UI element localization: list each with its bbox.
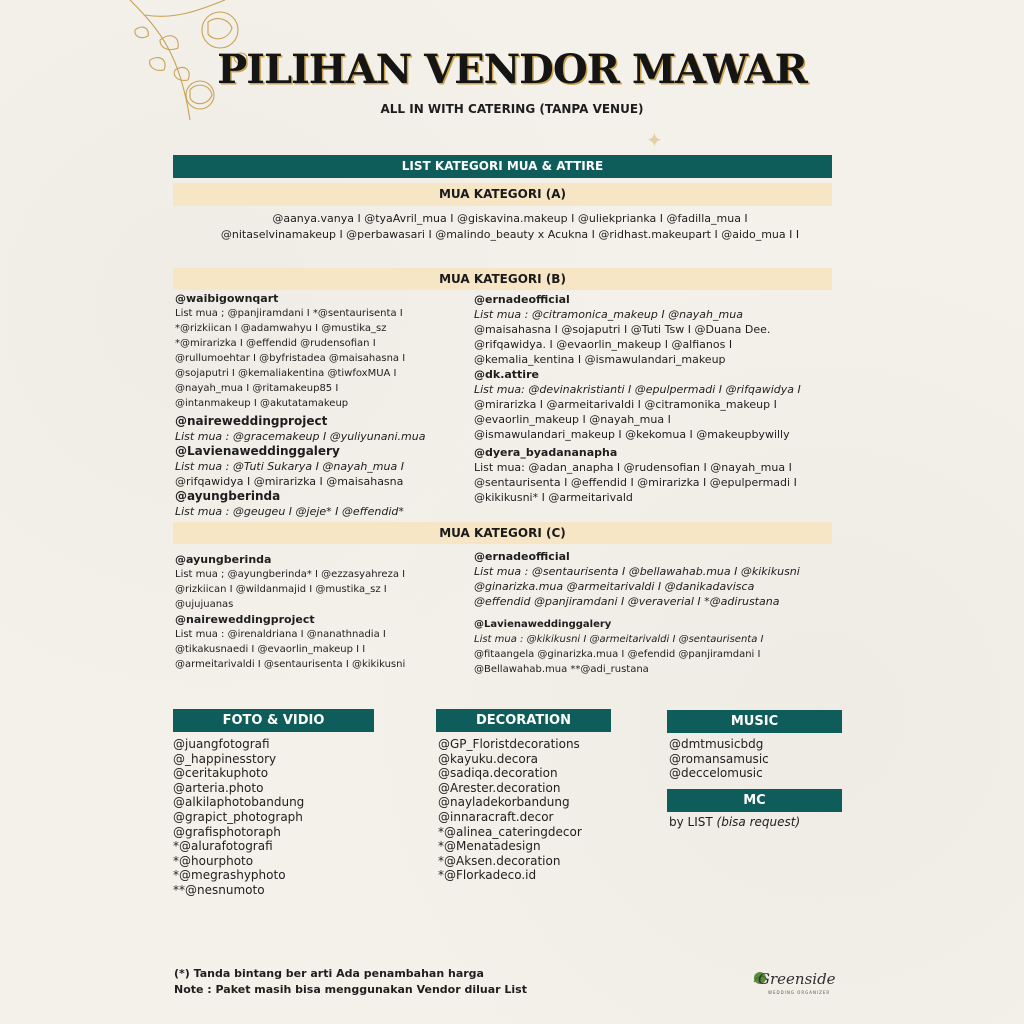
list-item: @grafisphotoraph — [173, 824, 281, 839]
mua-list-line: @kikikusni* I @armeitarivald — [474, 491, 633, 504]
vendor-name: @dyera_byadananapha — [474, 446, 618, 459]
mua-list-line: @sojaputri I @kemaliakentina @tiwfoxMUA I — [175, 368, 397, 379]
list-item: *@megrashyphoto — [173, 868, 286, 883]
mua-b-header: MUA KATEGORI (B) — [173, 268, 832, 290]
list-item: **@nesnumoto — [173, 882, 265, 897]
mua-list-line: @rifqawidya I @mirarizka I @maisahasna — [175, 475, 404, 488]
vendor-name: @Lavienaweddinggalery — [175, 444, 340, 458]
mua-list-line: List mua: @adan_anapha I @rudensofian I @nayah_mua I — [474, 461, 792, 474]
list-item: *@hourphoto — [173, 853, 254, 868]
decoration-list — [438, 737, 582, 883]
page-title: PILIHAN VENDOR MAWAR — [217, 46, 807, 93]
list-item: @kayuku.decora — [438, 751, 539, 766]
list-item: @nayladekorbandung — [438, 795, 570, 810]
list-item: @juangfotografi — [173, 737, 270, 751]
mua-list-line: List mua : @geugeu I @jeje* I @effendid* — [175, 505, 404, 518]
list-item: @arteria.photo — [173, 780, 264, 795]
list-item: *@Aksen.decoration — [438, 853, 561, 868]
mua-list-line: List mua : @kikikusni I @armeitarivaldi I @sentaurisenta I — [474, 634, 764, 645]
mua-list-line: List mua ; @panjiramdani I *@sentaurisenta I — [175, 308, 403, 319]
vendor-name: @naireweddingproject — [175, 613, 315, 626]
mua-list-line: @rifqawidya. I @evaorlin_makeup I @alfianos I — [474, 338, 733, 351]
mua-list-line: @effendid @panjiramdani I @veraverial I *@adirustana — [474, 595, 780, 608]
music-header: MUSIC — [667, 710, 842, 733]
greenside-logo-sub: WEDDING ORGANIZER — [768, 990, 831, 995]
vendor-name: @dk.attire — [474, 368, 539, 381]
mua-list-line: @maisahasna I @sojaputri I @Tuti Tsw I @Duana Dee. — [474, 323, 771, 336]
footer-note: Note : Paket masih bisa menggunakan Vendor diluar List — [174, 983, 527, 996]
vendor-name: @ayungberinda — [175, 489, 281, 503]
mua-list-line: @ujujuanas — [175, 599, 234, 610]
mua-list-line: @sentaurisenta I @effendid I @mirarizka I @epulpermadi I — [474, 476, 797, 489]
list-item: @romansamusic — [669, 751, 769, 766]
mua-list-line: List mua : @gracemakeup I @yuliyunani.mua — [175, 430, 426, 443]
foto-vidio-header: FOTO & VIDIO — [173, 709, 374, 732]
mua-list-line: @rizkiican I @wildanmajid I @mustika_sz I — [175, 584, 387, 595]
list-item: @_happinesstory — [173, 751, 277, 766]
mc-header: MC — [667, 789, 842, 812]
mua-b-right-column — [474, 292, 839, 505]
mua-c-right-column — [474, 549, 839, 677]
mua-list-line: @ginarizka.mua @armeitarivaldi I @danikadavisca — [474, 580, 755, 593]
mua-list-line: @rullumoehtar I @byfristadea @maisahasna I — [175, 353, 406, 364]
mua-list-line: @mirarizka I @armeitarivaldi I @citramonika_makeup I — [474, 398, 777, 411]
mua-list-line: @armeitarivaldi I @sentaurisenta I @kikikusni — [175, 659, 406, 670]
vendor-name: @ernadeofficial — [474, 550, 570, 563]
mua-c-header: MUA KATEGORI (C) — [173, 522, 832, 544]
list-item: *@Menatadesign — [438, 839, 541, 854]
mua-list-line: @evaorlin_makeup I @nayah_mua I — [474, 413, 671, 426]
mc-text-plain: by LIST — [669, 815, 717, 829]
mua-list-line: @tikakusnaedi I @evaorlin_makeup I I — [175, 644, 366, 655]
music-list — [669, 737, 769, 781]
list-item: *@Florkadeco.id — [438, 868, 537, 883]
mua-list-line: List mua : @Tuti Sukarya I @nayah_mua I — [175, 460, 404, 473]
list-item: @Arester.decoration — [438, 780, 561, 795]
mua-a-header: MUA KATEGORI (A) — [173, 183, 832, 206]
footer-note: (*) Tanda bintang ber arti Ada penambahan harga — [174, 967, 484, 980]
mua-list-line: List mua : @irenaldriana I @nanathnadia I — [175, 629, 386, 640]
footer-notes — [174, 966, 527, 998]
greenside-logo: Greenside — [758, 970, 836, 988]
vendor-name: @naireweddingproject — [175, 414, 328, 428]
list-item: @alkilaphotobandung — [173, 795, 305, 810]
mua-list-line: @intanmakeup I @akutatamakeup — [175, 398, 349, 409]
mua-c-left-column — [175, 552, 465, 672]
mua-list-line: @fitaangela @ginarizka.mua I @efendid @panjiramdani I — [474, 649, 761, 660]
list-item: @ceritakuphoto — [173, 766, 269, 781]
list-item: *@alinea_cateringdecor — [438, 824, 582, 839]
mua-list-line: *@mirarizka I @effendid @rudensofian I — [175, 338, 376, 349]
mua-list-line: @kemalia_kentina I @ismawulandari_makeup — [474, 353, 726, 366]
mua-list-line: *@rizkiican I @adamwahyu I @mustika_sz — [175, 323, 387, 334]
mua-a-line: @aanya.vanya I @tyaAvril_mua I @giskavina.makeup I @uliekprianka I @fadilla_mua I — [272, 212, 748, 225]
mc-text-italic: (bisa request) — [716, 815, 801, 829]
list-item: @GP_Floristdecorations — [438, 737, 580, 751]
list-item: *@alurafotografi — [173, 839, 273, 854]
mua-a-list — [160, 211, 860, 243]
mua-list-line: List mua ; @ayungberinda* I @ezzasyahreza I — [175, 569, 406, 580]
sparkle-icon: ✦ — [646, 128, 663, 152]
list-kategori-header: LIST KATEGORI MUA & ATTIRE — [173, 155, 832, 178]
vendor-name: @ernadeofficial — [474, 293, 570, 306]
decoration-header: DECORATION — [436, 709, 611, 732]
mua-b-left-column — [175, 291, 465, 519]
page-subtitle: ALL IN WITH CATERING (TANPA VENUE) — [380, 102, 644, 116]
list-item: @deccelomusic — [669, 766, 763, 781]
mua-list-line: @Bellawahab.mua **@adi_rustana — [474, 664, 649, 675]
mua-list-line: List mua: @devinakristianti I @epulpermadi I @rifqawidya I — [474, 383, 801, 396]
list-item: @grapict_photograph — [173, 809, 303, 824]
foto-vidio-list — [173, 737, 304, 898]
list-item: @dmtmusicbdg — [669, 737, 764, 751]
mua-list-line: List mua : @sentaurisenta I @bellawahab.mua I @kikikusni — [474, 565, 800, 578]
vendor-name: @ayungberinda — [175, 553, 272, 566]
mua-list-line: @nayah_mua I @ritamakeup85 I — [175, 383, 339, 394]
vendor-name: @waibigownqart — [175, 292, 279, 305]
mua-a-line: @nitaselvinamakeup I @perbawasari I @malindo_beauty x Acukna I @ridhast.makeupart I @aido_mua I I — [220, 228, 800, 241]
list-item: @sadiqa.decoration — [438, 766, 558, 781]
list-item: @innaracraft.decor — [438, 809, 554, 824]
mc-text — [669, 815, 800, 830]
vendor-name: @Lavienaweddinggalery — [474, 619, 612, 630]
mua-list-line: @ismawulandari_makeup I @kekomua I @makeupbywilly — [474, 428, 790, 441]
mua-list-line: List mua : @citramonica_makeup I @nayah_mua — [474, 308, 743, 321]
